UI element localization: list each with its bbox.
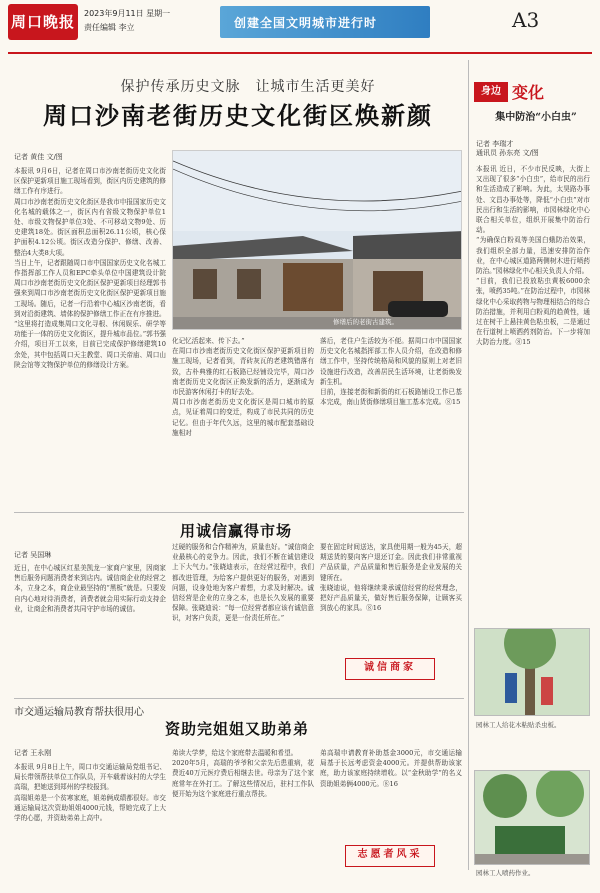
- issue-date: 2023年9月11日 星期一: [84, 9, 171, 18]
- volunteer-column-2: 弟读大学梦，给这个家庭带去温暖和希望。 2020年5月，高瑞的爷爷和父亲先后患重病，花费近40万元医疗费后相继去世。母亲为了这个家庭常年在外打工。了解这些情况后，驻村工作队便开始为这个家庭进行重点帮扶。: [172, 749, 314, 798]
- credit-column-2: 过硬的服务和合作精神为，质量也好。“诚信商企业最核心的竞争力。因此，我们不断在诚信建设上下大气力。”张晓迪表示，在经营过程中，我们都改进管理，为给客户提供更好的服务，对遇到问题，设身处地为客户着想，力求及时解决。诚信经营是企业的立身之本，也是长久发展的重要保障。张晓迪说：“每一位经营者都应该有诚信意识，对客户负责，更是一份责任所在。”: [172, 543, 314, 623]
- section-divider-2: [14, 698, 464, 699]
- volunteer-column-3: 弟高瑞申请教育补助基金3000元，市交通运输局基于长远考虑资金4000元。并提供帮助该家庭，助力该家庭持续增收。以“金秋助学”的名义资助姐弟俩4000元。⑧16: [320, 749, 462, 788]
- lead-column-3: 落后，老住户生活较为不便。据周口市中国国家历史文化名城指挥部工作人员介绍，在改造和修缮工作中，坚持传统格局和风貌的原则上对老旧设施进行改造，改善居民生活环境，让老街焕发新生机。 目前，连接老街和新街的红石板路铺设工作已基本完成，南山货街修缮项目施工基本完成。⑧15: [320, 337, 462, 407]
- sidebar-title: 集中防治“小白虫”: [495, 112, 577, 123]
- credit-column-1: 近日，在中心城区红星美凯龙一家商户家里，因商家售后服务问题消费者来到店内。诚信商企业的经营之本，立身之本，商企业最坚持的“黑板”就是。只要发自内心地对待消费者，消费者就会用实际行动支持企业，让商企和消费者共同守护市场的诚信。: [14, 564, 166, 613]
- sidebar-photo-1: [474, 628, 590, 716]
- credit-byline: 记者 吴国琳: [14, 551, 52, 559]
- sidebar-tag-accent: 变化: [512, 83, 545, 102]
- lead-byline: 记者 黄佳 文/图: [14, 153, 63, 161]
- volunteer-stamp: 志愿者风采: [345, 845, 435, 867]
- campaign-banner-text: 创建全国文明城市进行时: [234, 16, 378, 30]
- sidebar-photo-2-caption: 园林工人喷药作业。: [476, 869, 535, 877]
- tree-workers-illustration: [475, 629, 590, 716]
- spray-truck-illustration: [475, 771, 590, 865]
- sidebar-photo-1-caption: 园林工人给花木粘贴杀虫板。: [476, 721, 561, 729]
- lead-photo-caption: 修缮后的老街古建筑。: [333, 318, 398, 326]
- newspaper-logo: 周口晚报: [8, 4, 78, 40]
- section-divider: [14, 512, 464, 513]
- page-editor: 责任编辑 李立: [84, 23, 135, 32]
- lead-column-2: 化记忆活起来、传下去。” 在周口市沙南老街历史文化街区保护更新项目的施工现场，记者看到，青砖灰瓦的老建筑错落有致，古朴典雅的红石板路已经铺设完毕，周口沙南老街历史文化街区正焕发新的活力，逐渐成为市民游客休闲打卡的好去处。 周口市沙南老街历史文化街区是周口城市的原点，见证着周口的变迁，构成了市民共同的历史记忆。但由于年代久远，这里的城市配套基础设施相对: [172, 337, 314, 437]
- volunteer-column-1: 本报讯 9月8日上午，周口市交通运输局党组书记、局长带领帮扶单位工作队员，开车载着该村的大学生高瑞，把她送到郑州的学校报到。 高瑞姐弟是一个贫寒家庭，姐弟俩成绩都很好。市交通运输局这次资助姐姐4000元钱，帮她完成了上大学的心愿，并资助弟弟上高中。: [14, 763, 166, 823]
- volunteer-headline: 资助完姐姐又助弟弟: [165, 720, 310, 738]
- sidebar-tag-label: 身边: [474, 82, 508, 102]
- volunteer-byline: 记者 王永刚: [14, 749, 52, 757]
- page-number: A3: [512, 8, 540, 32]
- lead-column-1: 本报讯 9月6日，记者在周口市沙南老街历史文化街区保护更新项目施工现场看到，街区内历史建筑的修缮工作有序进行。 周口市沙南老街历史文化街区是我市申报国家历史文化名城的载体之一，街区内有省级文物保护单位1处、市级文物保护单位3处、不可移动文物9处、历史建筑18处。街区面积总面积26.11公顷，核心保护面积4.12公顷。街区改造分保护、修缮、改善、整治4大类8大项。 当日上午，记者跟随周口市中国国家历史文化名城工作指挥部工作人员和EPC牵头单位中国建筑设计院周口市沙南老街历史文化街区保护更新项目经理郭书强来到周口市沙南老街历史文化街区保护更新项目施工现场。随后，记者一行沿着中心城区沙南老街，看到对沿街建筑、墙体的保护修缮工作正在有序推进。 “这里将打造成集周口文化寻根、休闲娱乐、研学等功能于一体的历史文化街区，提升城市品位。”郭书强介绍，项目开工以来，目前已完成保护修缮建筑10余处，其中包括周口天主教堂、周口关帝庙、周口山陕会馆等文物保护单位的修缮设计方案。: [14, 167, 166, 369]
- volunteer-kicker: 市交通运输局教育帮扶很用心: [14, 707, 144, 718]
- sidebar-text: 本报讯 近日，不少市民反映，大街上又出现了很多“小白虫”，给市民的出行和生活造成了影响。为此，太昊路办事处、文昌办事处等，降低“小白虫”对市民出行和生活的影响，市园林绿化中心联合相关单位，组织开展集中防治行动。 “为确保白粉虱等美国白蛾防治效果，我们组织全部力量，迅速安排防治作业，在中心城区道路两侧树木进行喷药防治。”园林绿化中心相关负责人介绍。 “目前，我们已投放粘虫黄板6000余张，喷药35吨。”在防治过程中，市园林绿化中心采取药物与物理相结合的综合防治措施，并利用白粉虱的趋黄性，通过在树干上悬挂黄色粘虫板，二是通过在行道树上喷洒药剂防治。下一步将加大防治力度。⑧15: [476, 165, 590, 347]
- old-street-illustration: [173, 151, 462, 330]
- credit-column-3: 要在固定时间送达，家具使用期一般为45天，超期送货的要向客户退还订金。因此我们非常重视产品质量，产品质量和售后服务是企业发展的关键所在。 张晓迪说，他将继续秉承诚信经营的经营理念，把好产品质量关，做好售后服务保障，让顾客买到放心的家具。⑧16: [320, 543, 462, 613]
- credit-stamp: 诚信商家: [345, 658, 435, 680]
- masthead-rule: [8, 52, 592, 54]
- lead-photo: [172, 150, 462, 330]
- sidebar-byline: 记者 李瑞才 通讯员 孙东亮 文/图: [476, 140, 539, 157]
- column-divider: [468, 60, 469, 870]
- campaign-banner: [220, 6, 430, 38]
- sidebar-photo-2: [474, 770, 590, 865]
- lead-headline: 周口沙南老街历史文化街区焕新颜: [43, 101, 433, 130]
- credit-headline: 用诚信赢得市场: [180, 522, 293, 540]
- lead-subheadline: 保护传承历史文脉 让城市生活更美好: [120, 79, 376, 95]
- masthead: [0, 0, 600, 52]
- sidebar-tag: [474, 80, 590, 106]
